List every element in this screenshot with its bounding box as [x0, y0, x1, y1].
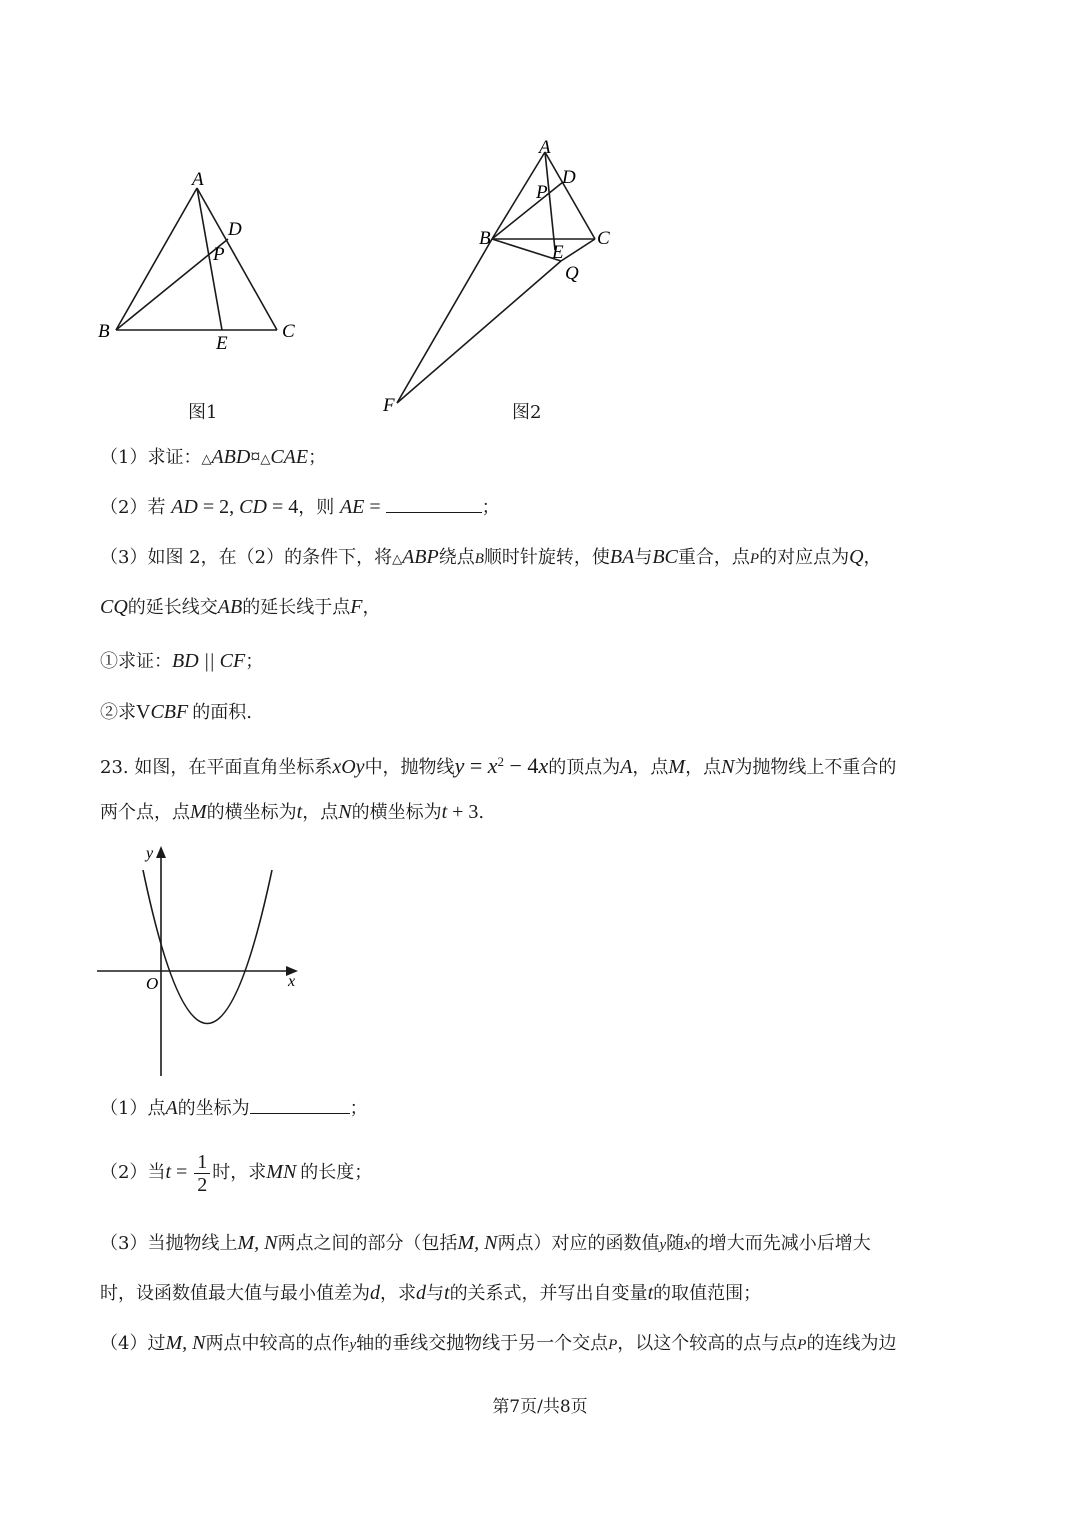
q22-s1-prefix: ①求证： — [100, 651, 172, 672]
q23-p4-p: P — [608, 1337, 618, 1353]
q22-p3-l2-text-a: 的延长线交 — [127, 597, 218, 618]
q22-p2-cd: CD — [239, 496, 267, 518]
fig1-label-b: B — [98, 321, 110, 342]
q23-p3-l2-c: 与 — [426, 1283, 444, 1304]
q22-p1-congruent-symbol: ¤ — [250, 446, 261, 468]
q23-p3-l1-e: 的增大而先减小后增大 — [690, 1233, 871, 1254]
q22-p3-text-e: 重合，点 — [677, 547, 750, 568]
q23-l2-t: t — [296, 801, 303, 823]
q23-p2-t: t — [165, 1161, 172, 1183]
q23-p3-mn: M, N — [237, 1232, 278, 1254]
q22-s2-v-symbol: V — [136, 701, 151, 723]
fig2-label-e: E — [552, 242, 564, 263]
q23-p3-t2: t — [647, 1282, 654, 1304]
q23-p3-l2-b: ，求 — [380, 1283, 416, 1304]
q23-p3-mn2: M, N — [457, 1232, 498, 1254]
q22-p3-point-q: Q — [849, 546, 864, 568]
q23-p1-suffix: ； — [349, 1098, 368, 1119]
q23-l2-n: N — [338, 801, 352, 823]
q22-p3-text-d: 与 — [634, 547, 653, 568]
fig2-label-b: B — [479, 228, 491, 249]
q23-p2-suffix: 的长度； — [300, 1162, 373, 1183]
q23-p3-t: t — [444, 1282, 450, 1304]
fig2-label-f: F — [383, 395, 395, 416]
q23-p4-c: 轴的垂线交抛物线于另一个交点 — [356, 1333, 609, 1354]
q22-p3-bc: BC — [652, 546, 678, 568]
q22-p3-cq: CQ — [100, 596, 128, 618]
q22-p1-suffix: ； — [308, 447, 327, 468]
q23-p3-d2: d — [416, 1282, 426, 1304]
q23-part-2 — [100, 1146, 372, 1199]
q23-p3-y: y — [659, 1237, 667, 1253]
q22-p3-abp: ABP — [402, 546, 439, 568]
q23-eq-x: x — [487, 753, 498, 778]
q22-p3-l2-text-c: ， — [362, 597, 381, 618]
page-footer: 第7页/共8页 — [492, 1397, 588, 1417]
q22-p2-eq3: = — [364, 496, 386, 518]
q22-p2-eq1: = 2, — [197, 496, 240, 518]
graph-label-y: y — [146, 845, 154, 862]
fig2-label-d: D — [562, 167, 576, 188]
q23-l2-plus: + 3 — [447, 801, 479, 823]
q22-p2-ad: AD — [171, 496, 198, 518]
figure-1-triangle — [90, 165, 320, 365]
q23-eq-sup: 2 — [497, 754, 505, 769]
q23-xoy: xOy — [332, 756, 365, 778]
q23-eq-eq: = — [464, 753, 488, 778]
q23-p4-e: 的连线为边 — [806, 1333, 897, 1354]
q23-p3-l1-c: 两点）对应的函数值 — [497, 1233, 660, 1254]
q23-p1-a: A — [165, 1097, 178, 1119]
q22-p1-cae: CAE — [270, 446, 309, 468]
q22-p3-text-f: 的对应点为 — [759, 547, 850, 568]
q23-l2-m: M — [190, 801, 207, 823]
fig2-label-q: Q — [565, 263, 579, 284]
q23-eq-x2: x — [538, 753, 549, 778]
q22-part-3-line-1 — [100, 544, 882, 573]
q23-p4-a: （4）过 — [100, 1333, 166, 1354]
q23-l2-e: . — [478, 802, 485, 823]
q23-l1-num: 23. 如图，在平面直角坐标系 — [100, 757, 333, 778]
q23-p3-x: x — [684, 1237, 691, 1253]
q22-p3-text-c: 顺时针旋转，使 — [483, 547, 610, 568]
q22-p3-point-p: P — [749, 551, 760, 567]
q22-p3-ba: BA — [609, 546, 635, 568]
q22-s1-expr: BD || CF — [172, 650, 246, 672]
q23-part-1 — [100, 1095, 368, 1122]
q23-p2-mn: MN — [266, 1161, 297, 1183]
q22-p2-mid: ，则 — [298, 497, 340, 518]
q23-eq-y: y — [454, 753, 465, 778]
q22-part-3-line-2 — [100, 594, 380, 621]
q23-p4-mn: M, N — [165, 1332, 206, 1354]
triangle-symbol: △ — [260, 452, 271, 467]
q23-part-4 — [100, 1330, 896, 1358]
q22-p3-text-b: 绕点 — [438, 547, 475, 568]
graph-label-x: x — [288, 973, 296, 990]
q23-p1-mid: 的坐标为 — [177, 1098, 250, 1119]
q23-l1-e: 为抛物线上不重合的 — [734, 757, 897, 778]
q22-part-2 — [100, 494, 500, 521]
q23-p2-numerator: 1 — [194, 1151, 210, 1174]
figure-2-rotation — [375, 130, 635, 420]
q23-line-1 — [100, 749, 896, 781]
q23-l1-b: 的顶点为 — [548, 757, 621, 778]
q22-p2-suffix: ； — [481, 497, 500, 518]
fig1-label-a: A — [192, 169, 204, 190]
q23-part-3-line-2 — [100, 1280, 761, 1307]
fig2-label-p: P — [536, 182, 548, 203]
q23-p3-l2-f: 的取值范围； — [653, 1283, 762, 1304]
q22-p3-text-g: ， — [863, 547, 882, 568]
q23-point-a: A — [620, 756, 633, 778]
q23-p3-l1-b: 两点之间的部分（包括 — [277, 1233, 458, 1254]
q23-point-m: M — [668, 756, 686, 778]
q23-p3-l1-d: 随 — [666, 1233, 685, 1254]
q23-l1-c: ，点 — [632, 757, 669, 778]
q23-p4-p2: P — [797, 1337, 807, 1353]
q22-s2-prefix: ②求 — [100, 702, 136, 723]
q22-p3-point-b: B — [474, 551, 484, 567]
q23-l2-b: 的横坐标为 — [206, 802, 297, 823]
q23-l2-d: 的横坐标为 — [351, 802, 442, 823]
triangle-symbol: △ — [201, 452, 212, 467]
fig1-label-e: E — [216, 333, 228, 354]
q22-s2-cbf: CBF — [150, 701, 189, 723]
q23-l2-t2: t — [441, 801, 448, 823]
graph-label-o: O — [146, 974, 159, 993]
figure-2-caption: 图2 — [512, 402, 542, 423]
fig1-label-p: P — [213, 244, 225, 265]
q23-p2-mid: 时，求 — [212, 1162, 267, 1183]
q22-p3-ab: AB — [217, 596, 243, 618]
q23-l2-a: 两个点，点 — [100, 802, 190, 823]
fig2-label-c: C — [597, 228, 610, 249]
q23-p3-l2-a: 时，设函数值最大值与最小值差为 — [100, 1283, 370, 1304]
fig1-label-c: C — [282, 321, 295, 342]
q22-part-1 — [100, 444, 326, 473]
q23-p4-b: 两点中较高的点作 — [205, 1333, 350, 1354]
q22-p2-eq2: = 4 — [266, 496, 299, 518]
q23-p2-prefix: （2）当 — [100, 1162, 166, 1183]
fig2-label-a: A — [539, 137, 551, 158]
q23-point-n: N — [721, 756, 735, 778]
q23-p1-answer-blank[interactable] — [250, 1095, 350, 1114]
triangle-symbol: △ — [392, 552, 403, 567]
q22-p2-ae: AE — [339, 496, 365, 518]
q22-p1-abd: ABD — [211, 446, 251, 468]
q22-p3-l2-text-b: 的延长线于点 — [242, 597, 351, 618]
q23-p2-eq: = — [171, 1161, 193, 1183]
q23-l2-c: ，点 — [302, 802, 339, 823]
q23-line-2 — [100, 799, 484, 826]
fig1-label-d: D — [228, 219, 242, 240]
q22-s2-suffix: 的面积. — [192, 702, 252, 723]
q23-l1-a: 中，抛物线 — [364, 757, 455, 778]
q23-p3-l2-e: 的关系式，并写出自变量 — [449, 1283, 648, 1304]
q22-s1-suffix: ； — [245, 651, 264, 672]
q22-sub-2 — [100, 699, 252, 726]
q23-p3-d: d — [370, 1282, 380, 1304]
figure-1-caption: 图1 — [188, 402, 218, 423]
q22-p1-prefix: （1）求证： — [100, 447, 202, 468]
q23-part-3-line-1 — [100, 1230, 871, 1258]
q23-p3-l1-a: （3）当抛物线上 — [100, 1233, 238, 1254]
q23-l1-d: ，点 — [685, 757, 722, 778]
q22-p3-text-a: （3）如图 2，在（2）的条件下，将 — [100, 547, 393, 568]
q23-p1-prefix: （1）点 — [100, 1098, 166, 1119]
q23-p4-y: y — [349, 1337, 357, 1353]
q23-eq-minus: − 4 — [504, 753, 539, 778]
q22-sub-1 — [100, 648, 263, 675]
q22-p2-prefix: （2）若 — [100, 497, 172, 518]
q22-p2-answer-blank[interactable] — [386, 494, 482, 513]
parabola-curve — [143, 870, 272, 1024]
q23-p4-d: ，以这个较高的点与点 — [617, 1333, 798, 1354]
parabola-graph — [90, 838, 320, 1083]
q23-p2-fraction — [194, 1151, 210, 1196]
q23-p2-denominator: 2 — [197, 1173, 208, 1196]
q22-p3-point-f: F — [350, 596, 363, 618]
